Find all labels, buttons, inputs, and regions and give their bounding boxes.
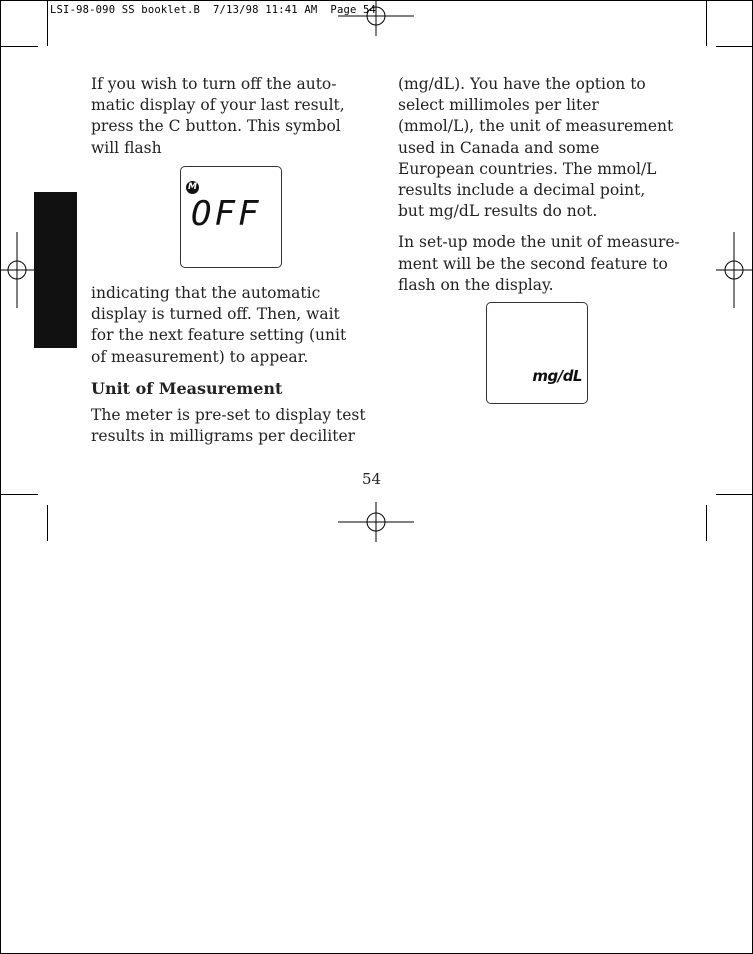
left-column (91, 74, 373, 169)
print-slug: LSI-98-090 SS booklet.B 7/13/98 11:41 AM Page 54 (50, 4, 377, 16)
registration-mark-bottom (338, 502, 414, 542)
paragraph: In set-up mode the unit of measure-ment will be the second feature to flash on the display. (398, 233, 680, 294)
crop-mark (706, 0, 707, 46)
memory-icon: M (186, 181, 199, 194)
paragraph: If you wish to turn off the auto-matic display of your last result, press the C button. This symbol will flash (91, 75, 345, 157)
left-column-lower (91, 283, 373, 457)
registration-mark-right (716, 232, 753, 308)
section-heading: Unit of Measurement (91, 378, 283, 398)
registration-mark-top (338, 0, 414, 36)
section-tab (34, 192, 77, 348)
crop-mark (0, 494, 38, 495)
crop-mark (716, 46, 753, 47)
page-number: 54 (362, 470, 382, 488)
lcd-display-unit (486, 302, 588, 404)
right-column (398, 74, 680, 306)
crop-mark (706, 505, 707, 541)
lcd-unit-text: mg/dL (532, 367, 582, 385)
crop-mark (0, 46, 38, 47)
crop-mark (716, 494, 753, 495)
crop-mark (47, 0, 48, 46)
crop-mark (47, 505, 48, 541)
paragraph: indicating that the automatic display is turned off. Then, wait for the next feature setting (unit of measurement) to appear. (91, 284, 347, 366)
lcd-display-off (180, 166, 282, 268)
lcd-off-text: OFF (191, 194, 262, 234)
registration-mark-left (0, 232, 36, 308)
paragraph: The meter is pre-set to display test results in milligrams per deciliter (91, 405, 366, 446)
paragraph: (mg/dL). You have the option to select millimoles per liter (mmol/L), the unit of measurement used in Canada and some European countries. The mmol/L results include a decimal point, but mg/dL results do not. (398, 75, 674, 221)
